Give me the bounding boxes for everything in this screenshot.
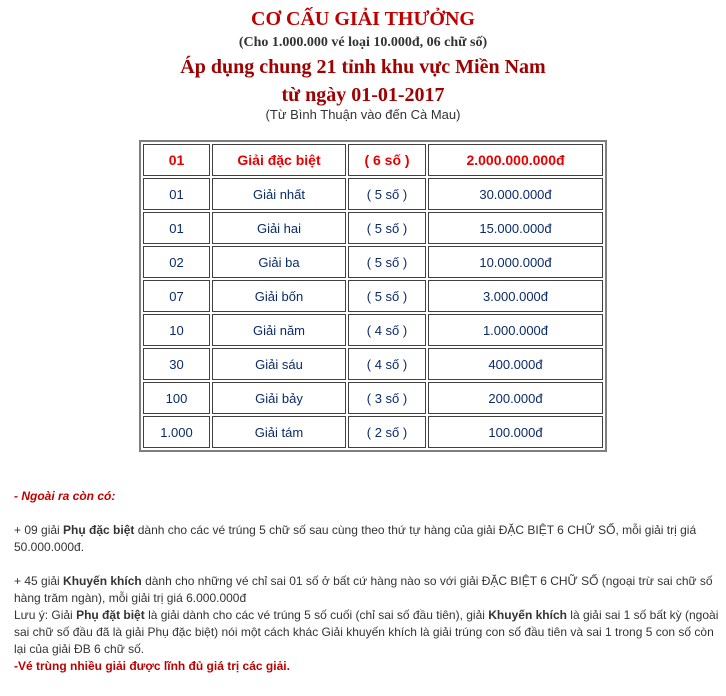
prize-value: 1.000.000đ	[428, 314, 603, 346]
table-row	[143, 178, 603, 210]
note-text: dành cho những vé chỉ sai 01 số ở bất cứ hàng nào so với giải ĐẶC BIỆT 6 CHỮ SỐ (ngoại trừ sai chữ số hàng trăm ngàn), mỗi giải trị giá 6.000.000đ	[14, 574, 713, 605]
prize-value: 15.000.000đ	[428, 212, 603, 244]
note-text: + 45 giải	[14, 574, 64, 588]
note-encouragement	[14, 573, 724, 607]
prize-value: 3.000.000đ	[428, 280, 603, 312]
note-text: + 09 giải	[14, 523, 64, 537]
spacer	[14, 505, 724, 522]
note-text: dành cho các vé trúng 5 chữ số sau cùng theo thứ tự hàng của giải ĐẶC BIỆT 6 CHỮ SỐ, mỗi giải trị giá 50.000.000đ.	[14, 523, 697, 554]
prize-count: 1.000	[143, 416, 210, 448]
note-text: Lưu ý: Giải	[14, 608, 77, 622]
prize-name: Giải sáu	[212, 348, 346, 380]
table-row	[143, 314, 603, 346]
note-text: là giải dành cho các vé trúng 5 số cuối (chỉ sai số đầu tiên), giải	[144, 608, 489, 622]
page-subtitle: (Cho 1.000.000 vé loại 10.000đ, 06 chữ số)	[238, 35, 488, 50]
note-bold: Khuyến khích	[488, 608, 567, 622]
prize-name: Giải tám	[212, 416, 346, 448]
prize-digits: ( 4 số )	[348, 348, 426, 380]
prize-digits: ( 5 số )	[348, 280, 426, 312]
note-bold: Phụ đặc biệt	[63, 523, 135, 537]
table-row	[143, 144, 603, 176]
note-final: -Vé trùng nhiều giải được lĩnh đủ giá trị các giải.	[14, 659, 290, 673]
prize-count: 01	[143, 178, 210, 210]
prize-name: Giải hai	[212, 212, 346, 244]
table-row	[143, 416, 603, 448]
effective-date: từ ngày 01-01-2017	[281, 84, 445, 106]
notes-intro: - Ngoài ra còn có:	[14, 489, 116, 503]
prize-value: 2.000.000.000đ	[428, 144, 603, 176]
table-row	[143, 348, 603, 380]
notes-section	[14, 488, 724, 675]
note-remark	[14, 607, 724, 658]
prize-name: Giải đặc biệt	[212, 144, 346, 176]
prize-digits: ( 3 số )	[348, 382, 426, 414]
prize-digits: ( 2 số )	[348, 416, 426, 448]
prize-value: 10.000.000đ	[428, 246, 603, 278]
region-note: (Từ Bình Thuận vào đến Cà Mau)	[265, 107, 461, 122]
prize-value: 100.000đ	[428, 416, 603, 448]
prize-name: Giải năm	[212, 314, 346, 346]
table-row	[143, 212, 603, 244]
prize-name: Giải nhất	[212, 178, 346, 210]
prize-table	[139, 140, 607, 452]
prize-value: 30.000.000đ	[428, 178, 603, 210]
prize-digits: ( 5 số )	[348, 246, 426, 278]
prize-digits: ( 4 số )	[348, 314, 426, 346]
prize-count: 01	[143, 212, 210, 244]
prize-count: 30	[143, 348, 210, 380]
prize-digits: ( 5 số )	[348, 212, 426, 244]
note-text: là giải sai 1 số bất kỳ (ngoài sai chữ số đầu đã là giải Phụ đặc biệt) nói một cách khác Giải khuyến khích là giải trúng con số đầu tiên và sai 1 trong 5 con số còn lại của giải ĐB 6 chữ số.	[14, 608, 719, 656]
prize-count: 01	[143, 144, 210, 176]
prize-count: 07	[143, 280, 210, 312]
prize-digits: ( 6 số )	[348, 144, 426, 176]
prize-value: 200.000đ	[428, 382, 603, 414]
scope-heading: Áp dụng chung 21 tỉnh khu vực Miền Nam	[180, 56, 546, 78]
table-row	[143, 246, 603, 278]
prize-name: Giải bảy	[212, 382, 346, 414]
prize-name: Giải ba	[212, 246, 346, 278]
prize-count: 02	[143, 246, 210, 278]
note-special-consolation	[14, 522, 724, 556]
note-bold: Khuyến khích	[63, 574, 142, 588]
spacer	[14, 556, 724, 573]
page-title: CƠ CẤU GIẢI THƯỞNG	[251, 8, 475, 30]
prize-digits: ( 5 số )	[348, 178, 426, 210]
note-bold: Phụ đặt biệt	[76, 608, 145, 622]
table-row	[143, 280, 603, 312]
prize-name: Giải bốn	[212, 280, 346, 312]
prize-value: 400.000đ	[428, 348, 603, 380]
prize-count: 100	[143, 382, 210, 414]
table-row	[143, 382, 603, 414]
prize-count: 10	[143, 314, 210, 346]
